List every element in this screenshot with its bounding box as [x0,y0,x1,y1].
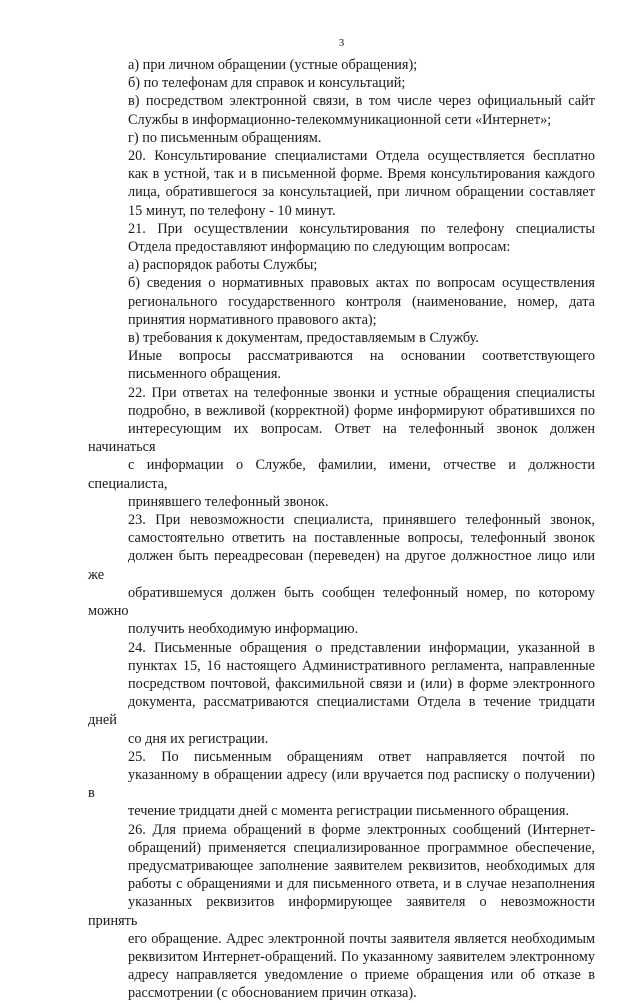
paragraph [88,384,595,511]
text-line: г) по письменным обращениям. [128,129,322,146]
text-line: интересующим их вопросам. Ответ на телефонный звонок должен начинаться [88,421,595,456]
paragraph [88,347,595,383]
text-line: документа, рассматриваются специалистами Отдела в течение тридцати дней [88,694,595,729]
text-line: со дня их регистрации. [128,730,269,747]
text-line: 22. При ответах на телефонные звонки и устные обращения специалисты [128,384,595,401]
text-line: должен быть переадресован (переведен) на другое должностное лицо или же [88,548,595,583]
paragraph [88,821,595,1003]
text-line: рассмотрении (с обоснованием причин отказа). [128,985,417,1002]
text-line: а) распорядок работы Службы; [128,257,318,274]
paragraph [88,220,595,256]
text-line: 20. Консультирование специалистами Отдела осуществляется бесплатно [128,148,595,165]
paragraph [88,511,595,638]
text-line: Иные вопросы рассматриваются на основании соответствующего [128,348,595,365]
text-line: самостоятельно ответить на поставленные вопросы, телефонный звонок [128,530,595,547]
text-line: в) посредством электронной связи, в том числе через официальный сайт [128,93,595,110]
text-line: регионального государственного контроля (наименование, номер, дата [128,293,595,310]
text-line: Отдела предоставляют информацию по следующим вопросам: [128,239,511,256]
text-line: предусматривающее заполнение заявителем реквизитов, необходимых для [128,857,595,874]
text-line: указанных реквизитов информирующее заявителя о невозможности принять [88,894,595,929]
paragraph [88,329,595,347]
text-line: лица, обратившегося за консультацией, при личном обращении составляет [128,184,595,201]
text-line: 25. По письменным обращениям ответ направляется почтой по [128,748,595,765]
page-number: 3 [338,37,345,49]
paragraph [88,74,595,92]
text-line: 26. Для приема обращений в форме электронных сообщений (Интернет- [128,821,595,838]
text-line: обратившемуся должен быть сообщен телефонный номер, по которому можно [88,584,595,620]
text-line: а) при личном обращении (устные обращения); [128,57,418,73]
document-body [88,56,595,1003]
text-line: письменного обращения. [128,366,281,383]
text-line: в) требования к документам, предоставляемым в Службу. [128,330,479,347]
text-line: б) по телефонам для справок и консультаций; [128,75,406,92]
text-line: работы с обращениями и для письменного ответа, и в случае незаполнения [128,876,595,893]
text-line: течение тридцати дней с момента регистрации письменного обращения. [128,803,570,820]
text-line: 24. Письменные обращения о представлении информации, указанной в [128,639,595,656]
text-line: пунктах 15, 16 настоящего Административного регламента, направленные [128,657,595,674]
text-line: Службы в информационно-телекоммуникационной сети «Интернет»; [128,111,552,128]
text-line: 23. При невозможности специалиста, принявшего телефонный звонок, [128,512,595,529]
text-line: 21. При осуществлении консультирования по телефону специалисты [128,220,595,237]
paragraph [88,256,595,274]
paragraph [88,56,595,74]
text-line: указанному в обращении адресу (или вручается под расписку о получении) в [88,766,595,802]
text-line: подробно, в вежливой (корректной) форме информируют обратившихся по [128,402,595,419]
text-line: обращений) применяется специализированное программное обеспечение, [128,839,595,856]
text-line: б) сведения о нормативных правовых актах по вопросам осуществления [128,275,595,292]
text-line: адресу направляется уведомление о приеме обращения или об отказе в [128,967,595,984]
paragraph [88,748,595,821]
text-line: принятия нормативного правового акта); [128,311,377,328]
text-line: 15 минут, по телефону - 10 минут. [128,202,336,219]
text-line: с информации о Службе, фамилии, имени, отчестве и должности специалиста, [88,457,595,492]
text-line: посредством почтовой, факсимильной связи и (или) в форме электронного [128,675,595,692]
text-line: реквизитом Интернет-обращений. По указанному заявителем электронному [128,948,595,965]
paragraph [88,639,595,748]
text-line: его обращение. Адрес электронной почты заявителя является необходимым [128,930,595,947]
text-line: принявшего телефонный звонок. [128,493,329,510]
paragraph [88,274,595,329]
paragraph [88,92,595,128]
text-line: как в устной, так и в письменной форме. Время консультирования каждого [128,166,595,183]
paragraph [88,129,595,147]
paragraph [88,147,595,220]
text-line: получить необходимую информацию. [128,621,359,638]
